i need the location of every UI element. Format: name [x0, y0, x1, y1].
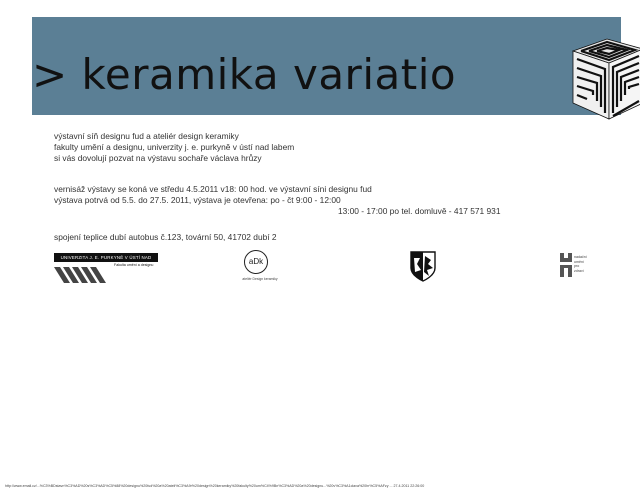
ujep-stripes-icon [54, 267, 134, 283]
ujep-logo-title: UNIVERZITA J. E. PURKYNĚ V ÚSTÍ NAD LABEM [54, 253, 158, 262]
opening-hours-line: výstava potrvá od 5.5. do 27.5. 2011, výstava je otevřena: po - čt 9:00 - 12:00 [54, 195, 341, 205]
invitation-line: fakulty umění a designu, univerzity j. e. purkyně v ústí nad labem [54, 142, 295, 152]
banner-title: > keramika variatio [32, 50, 457, 99]
footer-url: http://www.email.cz/...%C3%BDstavn%C3%AD%20s%C3%AD%C5%88%20designu%20fud%20a%20ateli%C3%A9r%20design%20keramiky%20fakulty%20um%C4%9Bn%C3%AD%20a%20designu...%20v%C3%A1clava%20hr%C5%AFzy ... 27.4.2011 22:26:00 [5, 484, 425, 488]
adk-logo-subtitle: ateliér Design keramiky [242, 277, 278, 281]
foundation-logo-line: umění [574, 259, 584, 264]
ujep-logo [54, 253, 158, 283]
transport-info: spojení teplice dubí autobus č.123, tovární 50, 41702 dubí 2 [54, 232, 277, 242]
adk-logo-mark: aDk [244, 250, 268, 274]
opening-hours-line-2: 13:00 - 17:00 po tel. domluvě - 417 571 931 [338, 206, 501, 216]
invitation-line: výstavní síň designu fud a ateliér design keramiky [54, 131, 239, 141]
foundation-logo-line: zdraví [574, 268, 584, 273]
banner [32, 17, 621, 115]
foundation-logo-line: nadační [574, 255, 587, 259]
exhibition-details [54, 184, 501, 217]
foundation-logo-text [574, 255, 587, 273]
invitation-text [54, 131, 294, 164]
striped-cube-icon [559, 37, 640, 121]
adk-logo [238, 250, 282, 286]
foundation-logo-line: pro [574, 264, 580, 269]
coat-of-arms-icon [409, 250, 437, 282]
ujep-logo-subtitle: Fakulta umění a designu [114, 263, 154, 267]
foundation-mark-icon [560, 253, 572, 277]
invitation-line: si vás dovolují pozvat na výstavu sochaře václava hrůzy [54, 153, 262, 163]
vernissage-line: vernisáž výstavy se koná ve středu 4.5.2011 v18: 00 hod. ve výstavní síni designu fud [54, 184, 372, 194]
foundation-logo [560, 253, 604, 279]
